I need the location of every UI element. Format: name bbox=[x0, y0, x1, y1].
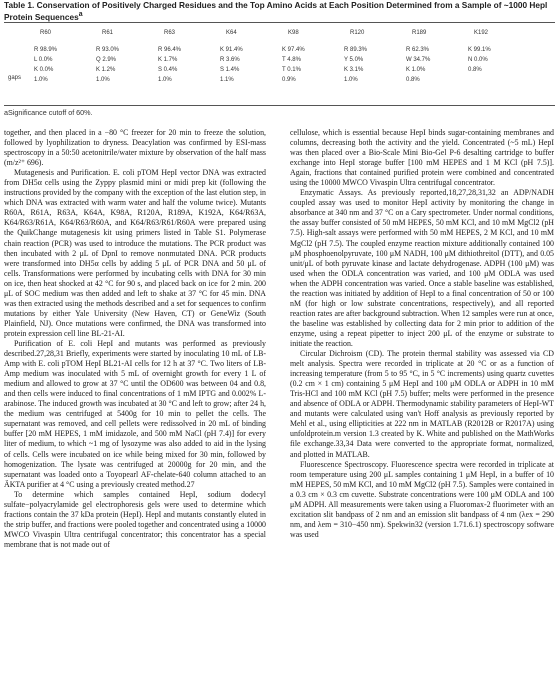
table-caption-prefix: Table 1. bbox=[4, 0, 35, 10]
table-cell: K 1.2% bbox=[96, 67, 116, 73]
table-column bbox=[220, 45, 243, 85]
table-cell: L 0.0% bbox=[34, 57, 53, 63]
table-cell: S 1.4% bbox=[220, 67, 240, 73]
paragraph-enzymatic-assays: Enzymatic Assays. As previously reported,18,27,28,31,32 an ADP/NADH coupled assay was used to monitor HepI activity by monitoring the change in absorbance at 340 nm and 37 °C on a Cary spectrometer. Under normal conditions, the assay buffer consisted of 50 mM HEPES, 50 mM KCl, and 10 mM MgCl2 (pH 7.5). High-salt assays were performed with 50 mM HEPES, 2 M KCl, and 10 mM MgCl2 (pH 7.5). The coupled enzyme reaction mixture additionally contained 100 μM phosphoenolpyruvate, 100 μM NADH, 100 μM dithiothreitol (DTT), and 0.05 unit/μL of both pyruvate kinase and lactate dehydrogenase. ADPH (100 μM) was used when the ODLA concentration was varied, and 100 μM ODLA was used when the ADPH concentration was varied. Once a stable baseline was established, the reaction was initiated by addition of HepI to a final concentration of 50 or 100 nM (for high or low substrate concentrations, respectively), and all reported reaction rates are after background subtraction. When 12 samples were run at once, the baseline was established by collecting data for 2 min prior to addition of the enzyme, using a repeat pipetter to inject 200 μL of the enzyme or substrate to initiate the reaction. bbox=[290, 188, 554, 348]
table-cell: 1.1% bbox=[220, 77, 234, 83]
table-header-cell: R61 bbox=[102, 30, 114, 36]
table-cell: K 3.1% bbox=[344, 67, 364, 73]
table-cell: K 1.0% bbox=[406, 67, 426, 73]
table-header-cell: K98 bbox=[288, 30, 299, 36]
paragraph-cellulose: cellulose, which is essential because HepI binds sugar-containing membranes and columns, decreasing both the activity and the yield. Concentrated (~5 mL) HepI was then placed over a Bio-Scale Mini Bio-Gel P-6 desalting cartridge to buffer exchange into HepI storage buffer [100 mM HEPES and 1 M KCl (pH 7.5)]. Again, fractions that contained purified protein were combined and concentrated using the 10000 MWCO Vivaspin Ultra centrifugal concentrator. bbox=[290, 128, 554, 188]
paragraph-lyophilization: together, and then placed in a −80 °C freezer for 20 min to freeze the solution, followed by lyophilization to dryness. Deacylation was confirmed by ESI-mass spectroscopy in a 50:50 acetonitrile/water mixture by observation of the half mass (m/z²⁺ 696). bbox=[4, 128, 266, 168]
conservation-table bbox=[4, 22, 555, 106]
table-cell: 1.0% bbox=[96, 77, 110, 83]
table-header-cell: R60 bbox=[40, 30, 52, 36]
table-cell: K 99.1% bbox=[468, 47, 491, 53]
table-column bbox=[282, 45, 305, 85]
paragraph-mutagenesis: Mutagenesis and Purification. E. coli pTOM HepI vector DNA was extracted from DH5α cells using the Zyppy plasmid mini or midi prep kit (following the instructions provided by the company with the exception of the last elution step, in which DNA was extracted with warm water and half the volume twice). Mutants R60A, R61A, R63A, K64A, K98A, R120A, R189A, K192A, K64/R63A, K64/R63/R61A, K64/R63/R60A, and K64/R63/R61/R60A were prepared using the QuikChange mutagenesis kit using primers listed in Table S1. Polymerase chain reaction (PCR) was used to introduce the mutations. The PCR product was then incubated with 2 μL of DpnI to remove nonmutated DNA. PCR products were transformed into DH5α cells by adding 5 μL of PCR DNA and 50 μL of cells. Transformations were performed by incubating cells with DNA for 30 min on ice, then heat shocked at 42 °C for 90 s, and placed back on ice for 2 min. 200 μL of SOC medium was then added and left to shake at 37 °C for 45 min. DNA was then extracted using the methods described and a set for sequences to confirm mutations by either Yale University (New Haven, CT) or GeneWiz (South Plainfield, NJ). Once mutations were confirmed, the DNA was transformed into protein expression cell line BL-21-AI. bbox=[4, 168, 266, 338]
table-column bbox=[158, 45, 181, 85]
table-header-cell: R189 bbox=[412, 30, 427, 36]
paragraph-fluorescence: Fluorescence Spectroscopy. Fluorescence spectra were recorded in triplicate at room temperature using 200 μL samples containing 1 μM HepI, in a buffer of 10 mM HEPES, 50 mM KCl, and 10 mM MgCl2 (pH 7.5). Samples were contained in a 0.3 cm × 0.3 cm cuvette. Substrate concentrations were 100 μM ODLA and 100 μM ADPH. All measurements were taken using a Fluoromax-2 fluorimeter with an excitation slit bandpass of 2 nm and an emission slit bandpass of 4 nm (λex = 290 nm, and λem = 310−450 nm). Spekwin32 (version 1.71.6.1) spectroscopy software was used bbox=[290, 459, 554, 539]
table-cell: 1.0% bbox=[344, 77, 358, 83]
table-cell: Q 2.9% bbox=[96, 57, 117, 63]
table-cell: R 93.0% bbox=[96, 47, 120, 53]
table-cell: T 0.1% bbox=[282, 67, 301, 73]
paragraph-circular-dichroism: Circular Dichroism (CD). The protein thermal stability was assessed via CD melt analysis. Spectra were recorded in triplicate at 20 °C or as a function of increasing temperature (from 5 to 95 °C, in 5 °C increments) using quartz cuvettes (0.2 cm × 1 cm) containing 5 μM HepI and 100 μM ODLA or ADPH in 10 mM Tris-HCl and 100 mM KCl (pH 7.5) buffer; melts were performed in the presence and absence of ODLA or ADPH. Thermodynamic stability parameters of HepI-WT and mutants were calculated using van't Hoff analysis as previously reported by Mehl et al., using ellipticities at 222 nm in MATLAB (R2012B or R2017A) using unfoldprotein.m version 1.3 created by K. White and published on the MathWorks file exchange.33,34 Data were converted to the appropriate format, normalized, and plotted in MATLAB. bbox=[290, 349, 554, 459]
table-caption-text: Conservation of Positively Charged Residues and the Top Amino Acids at Each Position Determined from a Sample of ~1000 Hepl Protein Sequences bbox=[4, 0, 548, 22]
table-cell: W 34.7% bbox=[406, 57, 431, 63]
table-cell: R 98.9% bbox=[34, 47, 58, 53]
table-cell: K 1.7% bbox=[158, 57, 178, 63]
paragraph-purification: Purification of E. coli HepI and mutants was performed as previously described.27,28,31 Briefly, experiments were started by inoculating 10 mL of LB-Amp with E. coli pTOM HepI BL21-AI cells for 12 h at 37 °C. Two liters of LB-Amp medium was inoculated with 5 mL of overnight growth for every 1 L of medium and allowed to grow at 37 °C until the OD600 was between 04 and 0.8, and then cells were induced to final concentrations of 1 mM IPTG and 0.002% L-arabinose. The induced growth was incubated at 30 °C and left to grow; after 24 h, the medium was centrifuged at 5400g for 10 min to pellet the cells. The supernatant was removed, and cell pellets were redissolved in 20 mL of binding buffer [20 mM HEPES, 1 mM imidazole, and 500 mM NaCl (pH 7.4)] for every liter of medium, to which ~1 mg of lysozyme was also added to aid in the lysing of cells. Cells were incubated on ice while being mixed for 30 min, followed by homogenization. The lysate was centrifuged at 20000g for 20 min, and the supernatant was loaded onto a Toyopearl AF-chelate-640 column attached to an ÄKTA purifier at 4 °C using a previously created method.27 bbox=[4, 338, 266, 489]
table-column bbox=[96, 45, 119, 85]
table-cell: K 0.0% bbox=[34, 67, 54, 73]
table-cell: 0.9% bbox=[282, 77, 296, 83]
table-cell: N 0.0% bbox=[468, 57, 488, 63]
table-cell: Y 5.0% bbox=[344, 57, 364, 63]
paragraph-sds-page: To determine which samples contained HepI, sodium dodecyl sulfate−polyacrylamide gel electrophoresis gels were used to determine which fractions contain the 37 kDa protein (HepI). HepI and mutants constantly eluted in the strip buffer, and fractions were pooled together and concentrated using a 10000 MWCO Vivaspin Ultra centrifugal concentrator; this concentrator has a special membrane that is not made out of bbox=[4, 489, 266, 549]
table-column bbox=[406, 45, 430, 85]
table-column bbox=[468, 45, 491, 75]
table-cell: R 3.6% bbox=[220, 57, 240, 63]
right-text-column bbox=[290, 128, 554, 540]
table-cell: R 96.4% bbox=[158, 47, 182, 53]
table-cell: R 89.3% bbox=[344, 47, 368, 53]
table-cell: 0.8% bbox=[468, 67, 482, 73]
table-caption-marker: a bbox=[78, 11, 83, 18]
table-cell: 0.8% bbox=[406, 77, 420, 83]
table-cell: T 4.8% bbox=[282, 57, 301, 63]
table-column bbox=[34, 45, 57, 85]
table-footnote: aSignificance cutoff of 60%. bbox=[4, 108, 93, 117]
table-cell: 1.0% bbox=[34, 77, 48, 83]
table-header-cell: R120 bbox=[350, 30, 365, 36]
table-cell: 1.0% bbox=[158, 77, 172, 83]
table-cell: K 91.4% bbox=[220, 47, 243, 53]
table-header-cell: R63 bbox=[164, 30, 176, 36]
gaps-row-label: gaps bbox=[8, 75, 22, 81]
table-cell: K 97.4% bbox=[282, 47, 305, 53]
table-cell: R 62.3% bbox=[406, 47, 430, 53]
table-cell: S 0.4% bbox=[158, 67, 178, 73]
left-text-column bbox=[4, 128, 266, 550]
table-column bbox=[344, 45, 367, 85]
table-header-cell: K64 bbox=[226, 30, 237, 36]
table-caption bbox=[4, 0, 554, 22]
table-header-cell: K192 bbox=[474, 30, 489, 36]
